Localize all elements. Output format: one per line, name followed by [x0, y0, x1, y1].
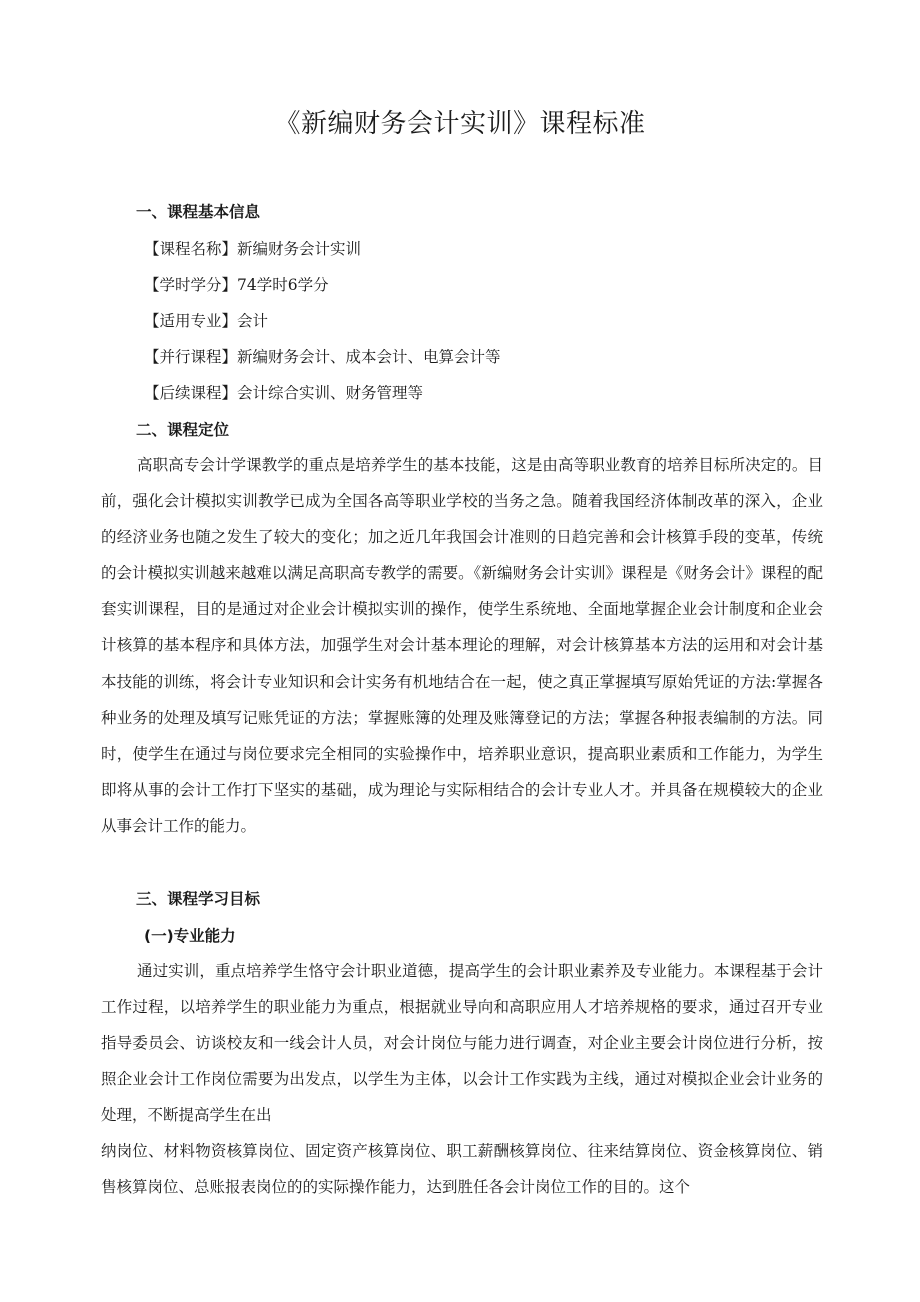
document-title: 《新编财务会计实训》课程标准 — [274, 109, 646, 139]
section-heading-basic-info: 一、课程基本信息 — [136, 203, 261, 221]
section-heading-positioning: 二、课程定位 — [136, 421, 230, 439]
professional-ability-continuation: 纳岗位、材料物资核算岗位、固定资产核算岗位、职工薪酬核算岗位、往来结算岗位、资金核算岗位、销售核算岗位、总账报表岗位的的实际操作能力，达到胜任各会计岗位工作的目的。这个 — [101, 1142, 823, 1197]
info-following-courses: 【后续课程】会计综合实训、财务管理等 — [144, 384, 424, 402]
positioning-paragraph: 高职高专会计学课教学的重点是培养学生的基本技能，这是由高等职业教育的培养目标所决定的。目前，强化会计模拟实训教学已成为全国各高等职业学校的当务之急。随着我国经济体制改革的深入，企业的经济业务也随之发生了较大的变化；加之近几年我国会计准则的日趋完善和会计核算手段的变革，传统的会计模拟实训越来越难以满足高职高专教学的需要。《新编财务会计实训》课程是《财务会计》课程的配套实训课程，目的是通过对企业会计模拟实训的操作，使学生系统地、全面地掌握企业会计制度和企业会计核算的基本程序和具体方法，加强学生对会计基本理论的理解，对会计核算基本方法的运用和对会计基本技能的训练，将会计专业知识和会计实务有机地结合在一起，使之真正掌握填写原始凭证的方法:掌握各种业务的处理及填写记账凭证的方法；掌握账簿的处理及账簿登记的方法；掌握各种报表编制的方法。同时，使学生在通过与岗位要求完全相同的实验操作中，培养职业意识，提高职业素质和工作能力，为学生即将从事的会计工作打下坚实的基础，成为理论与实际相结合的会计专业人才。并具备在规模较大的企业从事会计工作的能力。 — [101, 456, 823, 835]
info-major: 【适用专业】会计 — [144, 312, 269, 330]
section-heading-learning-goals: 三、课程学习目标 — [136, 890, 261, 908]
info-course-name: 【课程名称】新编财务会计实训 — [144, 240, 362, 258]
info-parallel-courses: 【并行课程】新编财务会计、成本会计、电算会计等 — [144, 348, 501, 366]
professional-ability-paragraph: 通过实训，重点培养学生恪守会计职业道德，提高学生的会计职业素养及专业能力。本课程基于会计工作过程，以培养学生的职业能力为重点，根据就业导向和高职应用人才培养规格的要求，通过召开专业指导委员会、访谈校友和一线会计人员，对会计岗位与能力进行调查，对企业主要会计岗位进行分析，按照企业会计工作岗位需要为出发点，以学生为主体，以会计工作实践为主线，通过对模拟企业会计业务的处理，不断提高学生在出 — [101, 962, 823, 1125]
subheading-professional-ability: (一)专业能力 — [144, 927, 236, 945]
info-hours-credits: 【学时学分】74学时6学分 — [144, 276, 329, 294]
